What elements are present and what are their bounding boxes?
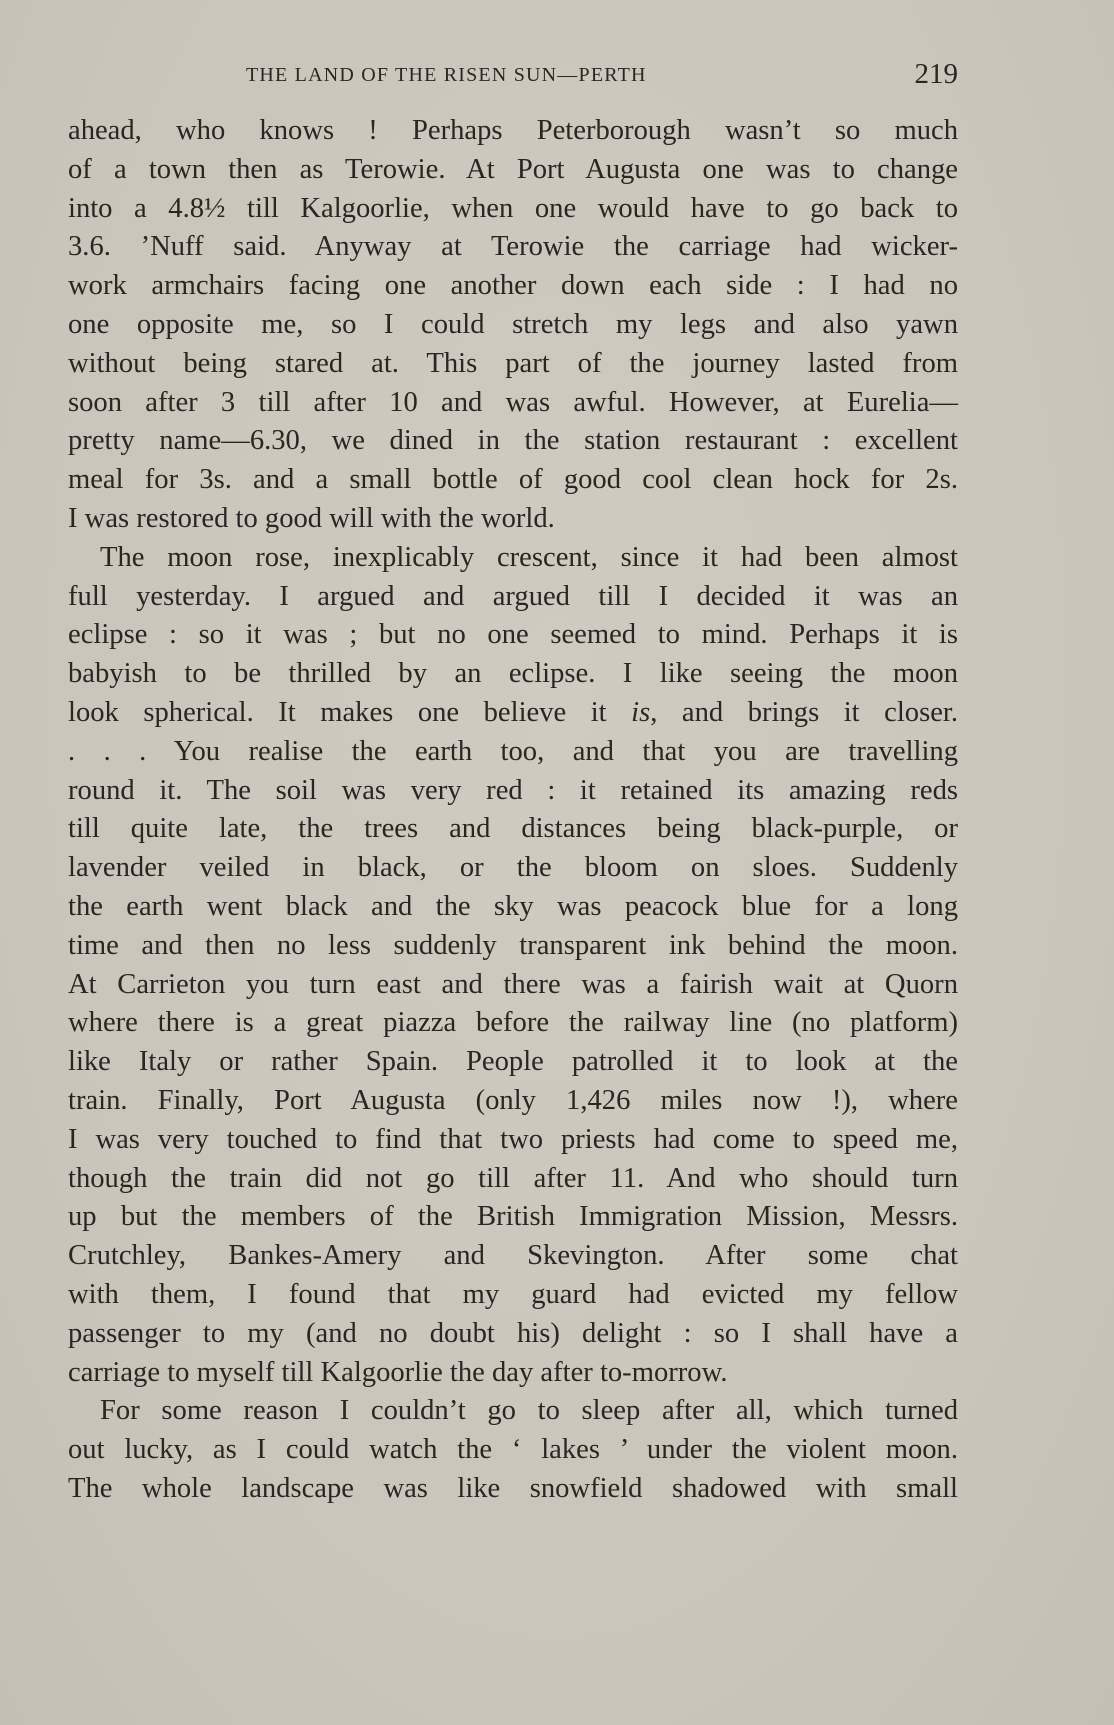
paragraph: [68, 112, 958, 539]
text-line: I was restored to good will with the world.: [68, 502, 555, 534]
page-number: 219: [914, 58, 958, 90]
text-line: one opposite me, so I could stretch my legs and also yawn: [68, 308, 958, 340]
text-line: babyish to be thrilled by an eclipse. I like seeing the moon: [68, 658, 958, 690]
text-line: Crutchley, Bankes-Amery and Skevington. After some chat: [68, 1240, 958, 1272]
text-line: look spherical. It makes one believe it is, and brings it closer.: [68, 696, 958, 728]
text-line: work armchairs facing one another down each side : I had no: [68, 270, 958, 302]
text-line: 3.6. ’Nuff said. Anyway at Terowie the carriage had wicker-: [68, 231, 958, 263]
text-line: where there is a great piazza before the railway line (no platform): [68, 1007, 958, 1039]
paragraph: [68, 539, 958, 1393]
text-line: though the train did not go till after 11. And who should turn: [68, 1162, 958, 1194]
text-line: out lucky, as I could watch the ‘ lakes ’ under the violent moon.: [68, 1434, 958, 1466]
text-line: into a 4.8½ till Kalgoorlie, when one would have to go back to: [68, 192, 958, 224]
text-line: carriage to myself till Kalgoorlie the day after to-morrow.: [68, 1356, 728, 1388]
text-line: The moon rose, inexplicably crescent, since it had been almost: [100, 541, 958, 573]
running-head: [68, 58, 958, 98]
text-line: like Italy or rather Spain. People patrolled it to look at the: [68, 1046, 958, 1078]
text-line: without being stared at. This part of the journey lasted from: [68, 347, 958, 379]
text-line: round it. The soil was very red : it retained its amazing reds: [68, 774, 958, 806]
running-title: THE LAND OF THE RISEN SUN—PERTH: [246, 64, 647, 86]
text-line: meal for 3s. and a small bottle of good cool clean hock for 2s.: [68, 464, 958, 496]
text-line: full yesterday. I argued and argued till I decided it was an: [68, 580, 958, 612]
text-line: . . . You realise the earth too, and that you are travelling: [68, 735, 958, 767]
text-line: the earth went black and the sky was peacock blue for a long: [68, 890, 958, 922]
text-line: till quite late, the trees and distances being black-purple, or: [68, 813, 958, 845]
text-line: I was very touched to find that two priests had come to speed me,: [68, 1123, 958, 1155]
text-line: passenger to my (and no doubt his) delight : so I shall have a: [68, 1317, 958, 1349]
text-line: At Carrieton you turn east and there was a fairish wait at Quorn: [68, 968, 958, 1000]
body-text: [68, 112, 958, 1509]
text-line: For some reason I couldn’t go to sleep after all, which turned: [100, 1395, 958, 1427]
text-line: lavender veiled in black, or the bloom on sloes. Suddenly: [68, 852, 958, 884]
text-line: train. Finally, Port Augusta (only 1,426 miles now !), where: [68, 1084, 958, 1116]
text-line: The whole landscape was like snowfield shadowed with small: [68, 1472, 958, 1504]
text-line: ahead, who knows ! Perhaps Peterborough wasn’t so much: [68, 115, 958, 146]
text-line: up but the members of the British Immigration Mission, Messrs.: [68, 1201, 958, 1233]
text-line: with them, I found that my guard had evicted my fellow: [68, 1278, 958, 1310]
text-line: eclipse : so it was ; but no one seemed to mind. Perhaps it is: [68, 619, 958, 651]
text-line: of a town then as Terowie. At Port Augusta one was to change: [68, 153, 958, 185]
text-line: pretty name—6.30, we dined in the station restaurant : excellent: [68, 425, 958, 457]
paragraph: [68, 1392, 958, 1508]
text-line: time and then no less suddenly transparent ink behind the moon.: [68, 929, 958, 961]
text-line: soon after 3 till after 10 and was awful. However, at Eurelia—: [68, 386, 958, 418]
